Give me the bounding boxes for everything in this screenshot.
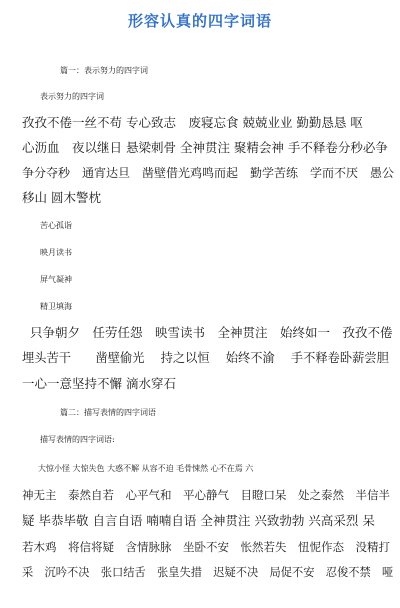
- section1-para2-line: 埋头苦干 凿壁偷光 持之以恒 始终不渝 手不释卷卧薪尝胆: [22, 351, 389, 365]
- section1-para-line: 争分夺秒 通宵达旦 凿壁借光鸡鸣而起 勤学苦练 学而不厌 愚公: [22, 166, 395, 180]
- section1-para2-line: 只争朝夕 任劳任怨 映雪读书 全神贯注 始终如一 孜孜不倦: [30, 325, 393, 340]
- section2-para-line: 神无主 泰然自若 心平气和 平心静气 目瞪口呆 处之泰然 半信半: [22, 488, 390, 502]
- section1-para-line: 移山 圆木警枕: [22, 190, 101, 205]
- section2-para-line: 大惊小怪 大惊失色 大惑不解 从容不迫 毛骨悚然 心不在焉 六: [38, 464, 254, 473]
- list-item: 精卫填海: [40, 302, 72, 311]
- list-item: 屏气凝神: [40, 275, 72, 284]
- section2-heading: 篇二：描写表情的四字词语: [60, 408, 156, 417]
- list-item: 映月读书: [40, 248, 72, 257]
- section2-para-line: 疑 毕恭毕敬 自言自语 喃喃自语 全神贯注 兴致勃勃 兴高采烈 呆: [22, 513, 375, 528]
- section2-para-line: 采 沉吟不决 张口结舌 张皇失措 迟疑不决 局促不安 忍俊不禁 哑: [22, 566, 394, 579]
- list-item: 苦心孤诣: [40, 221, 72, 230]
- section1-para-line: 孜孜不倦一丝不苟 专心致志 废寝忘食 兢兢业业 勤勤恳恳 呕: [22, 115, 363, 130]
- section1-subheading: 表示努力的四字词: [40, 92, 104, 101]
- section1-heading: 篇一：表示努力的四字词: [60, 66, 148, 75]
- section1-para-line: 心沥血 夜以继日 悬梁刺骨 全神贯注 聚精会神 手不释卷分秒必争: [22, 140, 388, 155]
- section2-para-line: 若木鸡 将信将疑 含情脉脉 坐卧不安 怅然若失 忸怩作态 没精打: [22, 540, 390, 554]
- section1-para2-line: 一心一意坚持不懈 滴水穿石: [22, 376, 176, 391]
- page-title: 形容认真的四字词语: [127, 12, 272, 30]
- section2-subheading: 描写表情的四字词语:: [40, 435, 115, 444]
